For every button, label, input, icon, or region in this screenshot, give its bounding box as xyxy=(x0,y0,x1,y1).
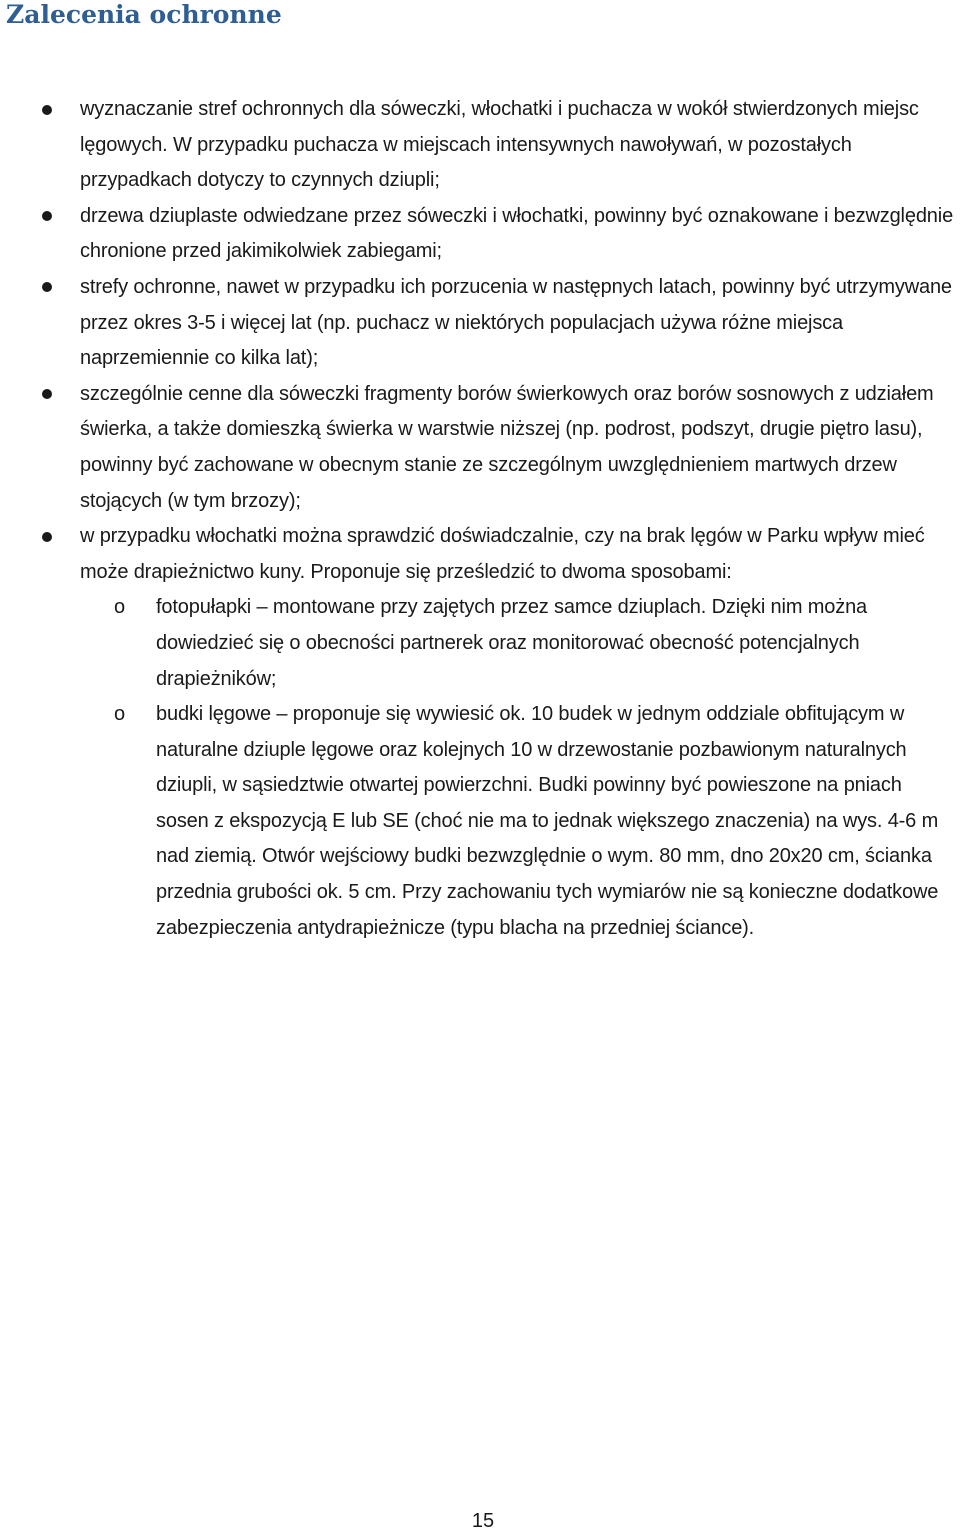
list-item xyxy=(0,519,960,946)
list-item-text: szczególnie cenne dla sóweczki fragmenty borów świerkowych oraz borów sosnowych z udziałem świerka, a także domieszką świerka w warstwie niższej (np. podrost, podszyt, drugie piętro lasu), powinny być zachowane w obecnym stanie ze szczególnym uwzględnieniem martwych drzew stojących (w tym brzozy); xyxy=(80,382,934,512)
sub-list xyxy=(80,590,956,946)
sub-list-item xyxy=(80,697,956,946)
sub-list-item xyxy=(80,590,956,697)
bullet-dot-icon xyxy=(42,532,52,542)
sub-list-item-text: fotopułapki – montowane przy zajętych przez samce dziuplach. Dzięki nim można dowiedzieć się o obecności partnerek oraz monitorować obecność potencjalnych drapieżników; xyxy=(156,596,868,690)
page-number: 15 xyxy=(471,1510,495,1532)
list-item xyxy=(0,270,960,377)
list-item xyxy=(0,199,960,270)
recommendations-list xyxy=(0,92,960,946)
list-item xyxy=(0,377,960,519)
sub-bullet-circle-icon: o xyxy=(114,703,125,726)
document-body xyxy=(0,92,960,946)
sub-list-item-text: budki lęgowe – proponuje się wywiesić ok. 10 budek w jednym oddziale obfitującym w naturalne dziuple lęgowe oraz kolejnych 10 w drzewostanie pozbawionym naturalnych dziupli, w sąsiedztwie otwartej powierzchni. Budki powinny być powieszone na pniach sosen z ekspozycją E lub SE (choć nie ma to jednak większego znaczenia) na wys. 4-6 m nad ziemią. Otwór wejściowy budki bezwzględnie o wym. 80 mm, dno 20x20 cm, ścianka przednia grubości ok. 5 cm. Przy zachowaniu tych wymiarów nie są konieczne dodatkowe zabezpieczenia antydrapieżnicze (typu blacha na przedniej ściance). xyxy=(156,703,939,939)
bullet-dot-icon xyxy=(42,282,52,292)
list-item-text: w przypadku włochatki można sprawdzić doświadczalnie, czy na brak lęgów w Parku wpływ mieć może drapieżnictwo kuny. Proponuje się prześledzić to dwoma sposobami: xyxy=(80,525,925,583)
list-item-text: wyznaczanie stref ochronnych dla sóweczki, włochatki i puchacza w wokół stwierdzonych miejsc lęgowych. W przypadku puchacza w miejscach intensywnych nawoływań, w pozostałych przypadkach dotyczy to czynnych dziupli; xyxy=(80,98,919,192)
page-title: Zalecenia ochronne xyxy=(6,0,282,29)
sub-bullet-circle-icon: o xyxy=(114,596,125,619)
list-item xyxy=(0,92,960,199)
bullet-dot-icon xyxy=(42,105,52,115)
list-item-text: drzewa dziuplaste odwiedzane przez sóweczki i włochatki, powinny być oznakowane i bezwzględnie chronione przed jakimikolwiek zabiegami; xyxy=(80,204,954,263)
bullet-dot-icon xyxy=(42,211,52,221)
list-item-text: strefy ochronne, nawet w przypadku ich porzucenia w następnych latach, powinny być utrzymywane przez okres 3-5 i więcej lat (np. puchacz w niektórych populacjach używa różne miejsca naprzemiennie co kilka lat); xyxy=(80,275,952,370)
bullet-dot-icon xyxy=(42,389,52,399)
